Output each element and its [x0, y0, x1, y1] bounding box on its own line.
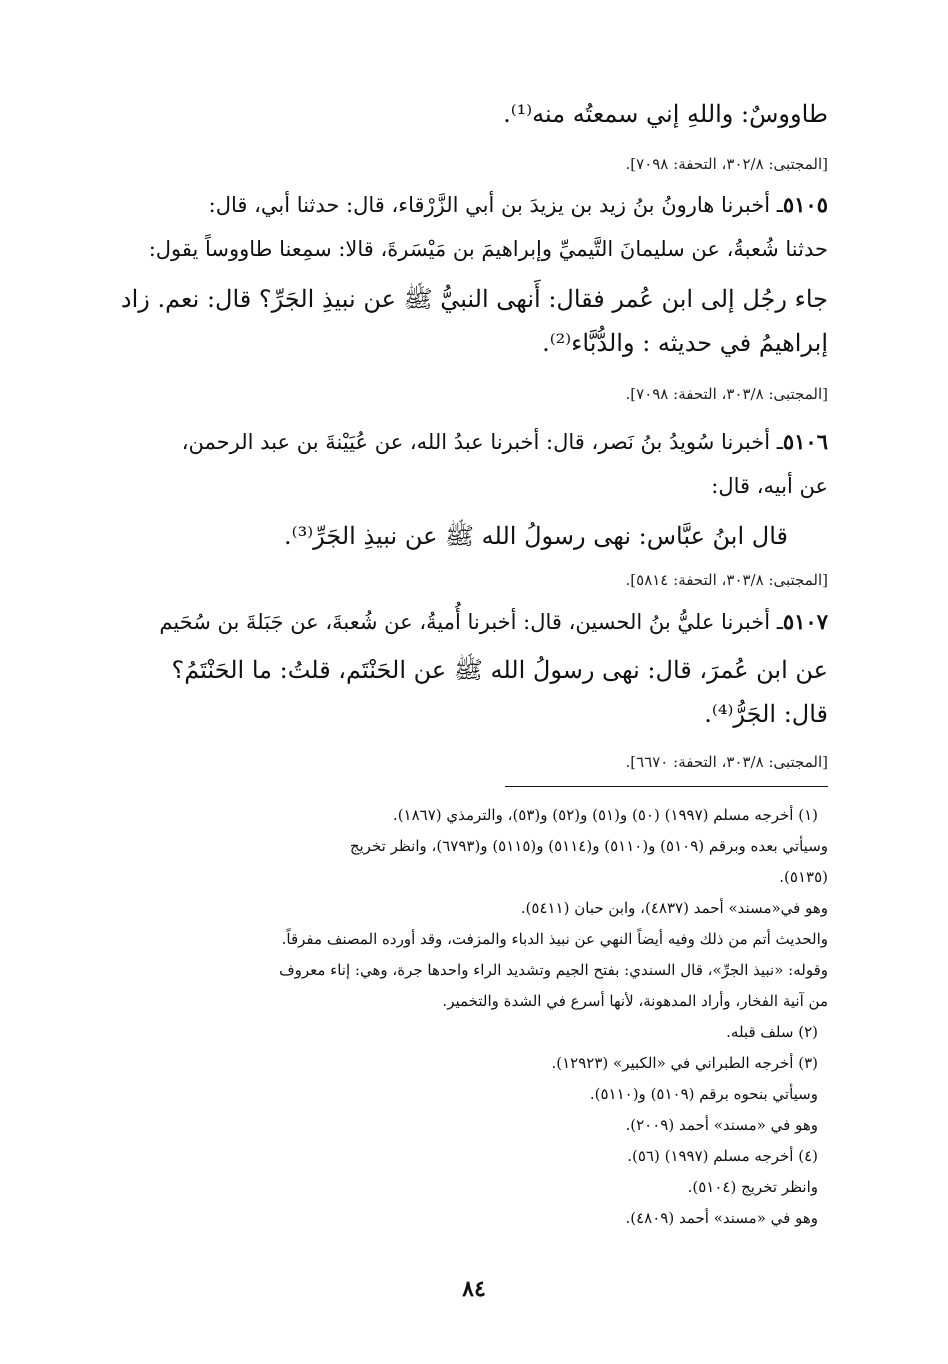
- hadith-line: قال ابنُ عبَّاس: نهى رسولُ الله ﷺ عن نبيذِ الجَرِّ⁽³⁾.: [284, 522, 788, 550]
- hadith-number: ٥١٠٧: [782, 609, 828, 634]
- footnote-line: والحديث أتم من ذلك وفيه أيضاً النهي عن نبيذ الدباء والمزفت، وقد أورده المصنف مفرقاً.: [281, 930, 828, 948]
- reference-line: [المجتبى: ٣٠٣/٨، التحفة: ٧٠٩٨].: [625, 385, 828, 403]
- reference-5107: [120, 750, 828, 774]
- hadith-line: عن أبيه، قال:: [711, 474, 828, 498]
- reference-5104: [120, 152, 828, 176]
- footnote-line: وسيأتي بعده وبرقم (٥١٠٩) و(٥١١٠) و(٥١١٤) و(٥١١٥) و(٦٧٩٣)، وانظر تخريج: [349, 837, 828, 855]
- hadith-line: قال: الجَرُّ⁽⁴⁾.: [704, 700, 828, 728]
- footnote-line: من آنية الفخار، وأراد المدهونة، لأنها أسرع في الشدة والتخمير.: [442, 992, 828, 1010]
- footnote-line: (٣) أخرجه الطبراني في «الكبير» (١٢٩٢٣).: [551, 1054, 818, 1072]
- hadith-number: ٥١٠٦: [782, 429, 828, 454]
- reference-5105: [120, 382, 828, 406]
- intro-paragraph: [120, 92, 828, 136]
- reference-line: [المجتبى: ٣٠٣/٨، التحفة: ٦٦٧٠].: [625, 753, 828, 771]
- hadith-line: ٥١٠٧ـ أخبرنا عليُّ بنُ الحسين، قال: أخبرنا أُميةُ، عن شُعبةَ، عن جَبَلةَ بن سُحَيم: [159, 609, 828, 634]
- footnote-line: (٢) سلف قبله.: [726, 1023, 818, 1041]
- hadith-5107: [120, 600, 828, 736]
- footnote-divider: [505, 786, 828, 787]
- hadith-line: عن ابن عُمرَ، قال: نهى رسولُ الله ﷺ عن الحَنْتَم، قلتُ: ما الحَنْتَمُ؟: [171, 656, 828, 684]
- hadith-line: حدثنا شُعبةُ، عن سليمانَ التَّيميِّ وإبراهيمَ بن مَيْسَرةَ، قالا: سمِعنا طاووساً يقول:: [148, 237, 828, 261]
- hadith-line: ٥١٠٦ـ أخبرنا سُويدُ بنُ نَصر، قال: أخبرنا عبدُ الله، عن عُيَيْنةَ بن عبد الرحمن،: [181, 429, 828, 454]
- footnote-line: وهو في «مسند» أحمد (٤٨٠٩).: [625, 1209, 818, 1227]
- hadith-5106: [120, 420, 828, 558]
- hadith-number: ٥١٠٥: [782, 192, 828, 217]
- hadith-line: جاء رجُل إلى ابن عُمر فقال: أَنهى النبيُّ ﷺ عن نبيذِ الجَرِّ؟ قال: نعم. زاد: [120, 285, 828, 313]
- footnote-line: (٤) أخرجه مسلم (١٩٩٧) (٥٦).: [627, 1147, 818, 1165]
- footnote-line: وهو في «مسند» أحمد (٢٠٠٩).: [625, 1116, 818, 1134]
- footnote-line: وقوله: «نبيذ الجرِّ»، قال السندي: بفتح الجيم وتشديد الراء واحدها جرة، وهي: إناء معروف: [279, 961, 828, 979]
- footnotes: [120, 800, 828, 1234]
- footnote-line: وهو في«مسند» أحمد (٤٨٣٧)، وابن حبان (٥٤١١).: [520, 899, 828, 917]
- footnote-line: وانظر تخريج (٥١٠٤).: [687, 1178, 818, 1196]
- hadith-line: إبراهيمُ في حديثه : والدُّبَّاء⁽²⁾.: [542, 329, 828, 357]
- reference-5106: [120, 568, 828, 592]
- hadith-5105: [120, 183, 828, 365]
- footnote-line: (٥١٣٥).: [779, 868, 828, 886]
- page-number: ٨٤: [462, 1276, 486, 1302]
- reference-line: [المجتبى: ٣٠٣/٨، التحفة: ٥٨١٤].: [625, 571, 828, 589]
- reference-line: [المجتبى: ٣٠٢/٨، التحفة: ٧٠٩٨].: [625, 155, 828, 173]
- footnote-line: وسيأتي بنحوه برقم (٥١٠٩) و(٥١١٠).: [589, 1085, 818, 1103]
- hadith-line: ٥١٠٥ـ أخبرنا هارونُ بنُ زيد بن يزيدَ بن أبي الزَّرْقاء، قال: حدثنا أبي، قال:: [208, 192, 828, 217]
- footnote-line: (١) أخرجه مسلم (١٩٩٧) (٥٠) و(٥١) و(٥٢) و(٥٣)، والترمذي (١٨٦٧).: [392, 806, 818, 824]
- intro-line: طاووسٌ: واللهِ إني سمعتُه منه⁽¹⁾.: [503, 100, 828, 128]
